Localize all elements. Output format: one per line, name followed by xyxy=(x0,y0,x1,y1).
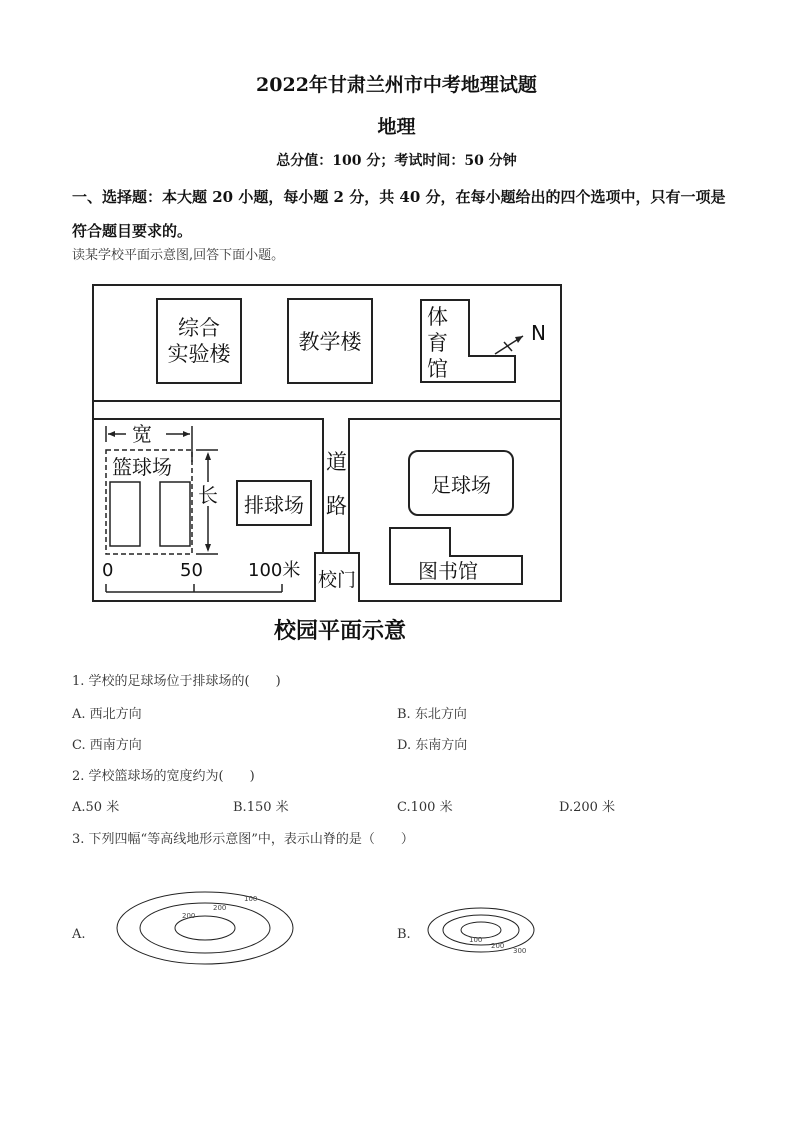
school-gate-label: 校门 xyxy=(317,568,356,591)
scale-zero: 0 xyxy=(102,560,114,581)
north-arrow-icon xyxy=(495,336,523,354)
section-heading: 一、选择题：本大题 20 小题，每小题 2 分，共 40 分，在每小题给出的四个选项中，只有一项是符合题目要求的。 xyxy=(72,188,726,240)
option-text: 50 米 xyxy=(85,800,120,815)
question-1-number: 1. xyxy=(72,674,85,689)
question-2-number: 2. xyxy=(72,769,85,784)
q2-option-a[interactable] xyxy=(72,796,119,815)
contour-label-inner: 100 xyxy=(469,936,483,944)
basketball-label: 篮球场 xyxy=(112,455,172,479)
question-3 xyxy=(72,828,414,847)
option-key: C. xyxy=(72,738,86,753)
volleyball-court xyxy=(236,480,312,526)
q2-option-d[interactable] xyxy=(559,796,615,815)
q1-option-b[interactable] xyxy=(397,703,467,722)
option-text: 150 米 xyxy=(246,800,289,815)
exam-subject: 地理 xyxy=(377,116,416,138)
question-1 xyxy=(72,670,281,689)
contour-label-outer: 100 xyxy=(244,895,258,903)
teaching-building-label: 教学楼 xyxy=(298,330,362,354)
map-caption: 校园平面示意 xyxy=(273,619,406,644)
option-key: B. xyxy=(233,800,247,815)
q1-option-d[interactable] xyxy=(397,734,467,753)
campus-map xyxy=(92,284,562,602)
road-label-2: 路 xyxy=(326,494,347,518)
road-line-top xyxy=(94,400,560,402)
lab-building-label-1: 综合 xyxy=(178,316,220,340)
road-line-right xyxy=(348,418,350,554)
option-key: D. xyxy=(559,800,574,815)
q3-option-a-contour-map[interactable] xyxy=(110,888,300,968)
option-key: A. xyxy=(72,800,86,815)
lab-building-label-2: 实验楼 xyxy=(167,342,231,366)
gym-label-3: 馆 xyxy=(427,357,448,381)
library-label: 图书馆 xyxy=(418,559,478,583)
school-gate xyxy=(314,552,360,602)
scale-bar xyxy=(102,560,300,592)
option-key: C. xyxy=(397,800,411,815)
q3-option-b-key[interactable]: B. xyxy=(397,927,411,942)
exam-title: 2022年甘肃兰州市中考地理试题 xyxy=(256,74,537,96)
q3-option-b-contour-map[interactable] xyxy=(425,906,545,958)
gym-label-1: 体 xyxy=(427,305,448,329)
q2-option-b[interactable] xyxy=(233,796,289,815)
contour-label-middle: 200 xyxy=(491,942,505,950)
option-text: 西南方向 xyxy=(89,738,142,753)
question-2-text: 学校篮球场的宽度约为( ) xyxy=(88,769,255,784)
option-text: 东北方向 xyxy=(414,707,467,722)
contour-label-middle: 200 xyxy=(213,904,227,912)
road-line-bottom xyxy=(94,418,322,420)
q3-option-a-key[interactable]: A. xyxy=(72,927,86,942)
option-text: 200 米 xyxy=(573,800,616,815)
question-2 xyxy=(72,765,255,784)
q1-option-a[interactable] xyxy=(72,703,142,722)
width-label: 宽 xyxy=(132,422,152,446)
contour-label-inner: 200 xyxy=(182,912,196,920)
volleyball-label: 排球场 xyxy=(244,492,304,517)
scale-mid: 50 xyxy=(180,560,203,581)
option-text: 东南方向 xyxy=(415,738,468,753)
gym-building xyxy=(419,298,559,388)
option-text: 西北方向 xyxy=(89,707,142,722)
gym-label-2: 育 xyxy=(427,331,448,355)
question-3-number: 3. xyxy=(72,832,85,847)
q1-option-c[interactable] xyxy=(72,734,142,753)
football-field xyxy=(408,450,514,516)
teaching-building xyxy=(287,298,373,384)
north-label: N xyxy=(531,321,546,345)
scale-end: 100米 xyxy=(248,560,301,581)
exam-meta: 总分值：100 分；考试时间：50 分钟 xyxy=(276,153,517,169)
lab-building xyxy=(156,298,242,384)
contour-label-outer: 300 xyxy=(513,947,527,955)
option-key: A. xyxy=(72,707,86,722)
question-3-text: 下列四幅“等高线地形示意图”中，表示山脊的是（ ） xyxy=(88,832,414,847)
road-label-1: 道 xyxy=(326,450,347,474)
q2-option-c[interactable] xyxy=(397,796,453,815)
option-text: 100 米 xyxy=(410,800,453,815)
length-label: 长 xyxy=(198,483,218,507)
road-line-left xyxy=(322,418,324,554)
option-key: B. xyxy=(397,707,411,722)
option-key: D. xyxy=(397,738,412,753)
library-building xyxy=(388,526,528,590)
football-label: 足球场 xyxy=(431,472,491,497)
road-line-bottom-right xyxy=(348,418,560,420)
question-1-text: 学校的足球场位于排球场的( ) xyxy=(88,674,281,689)
question-intro: 读某学校平面示意图,回答下面小题。 xyxy=(72,248,285,263)
